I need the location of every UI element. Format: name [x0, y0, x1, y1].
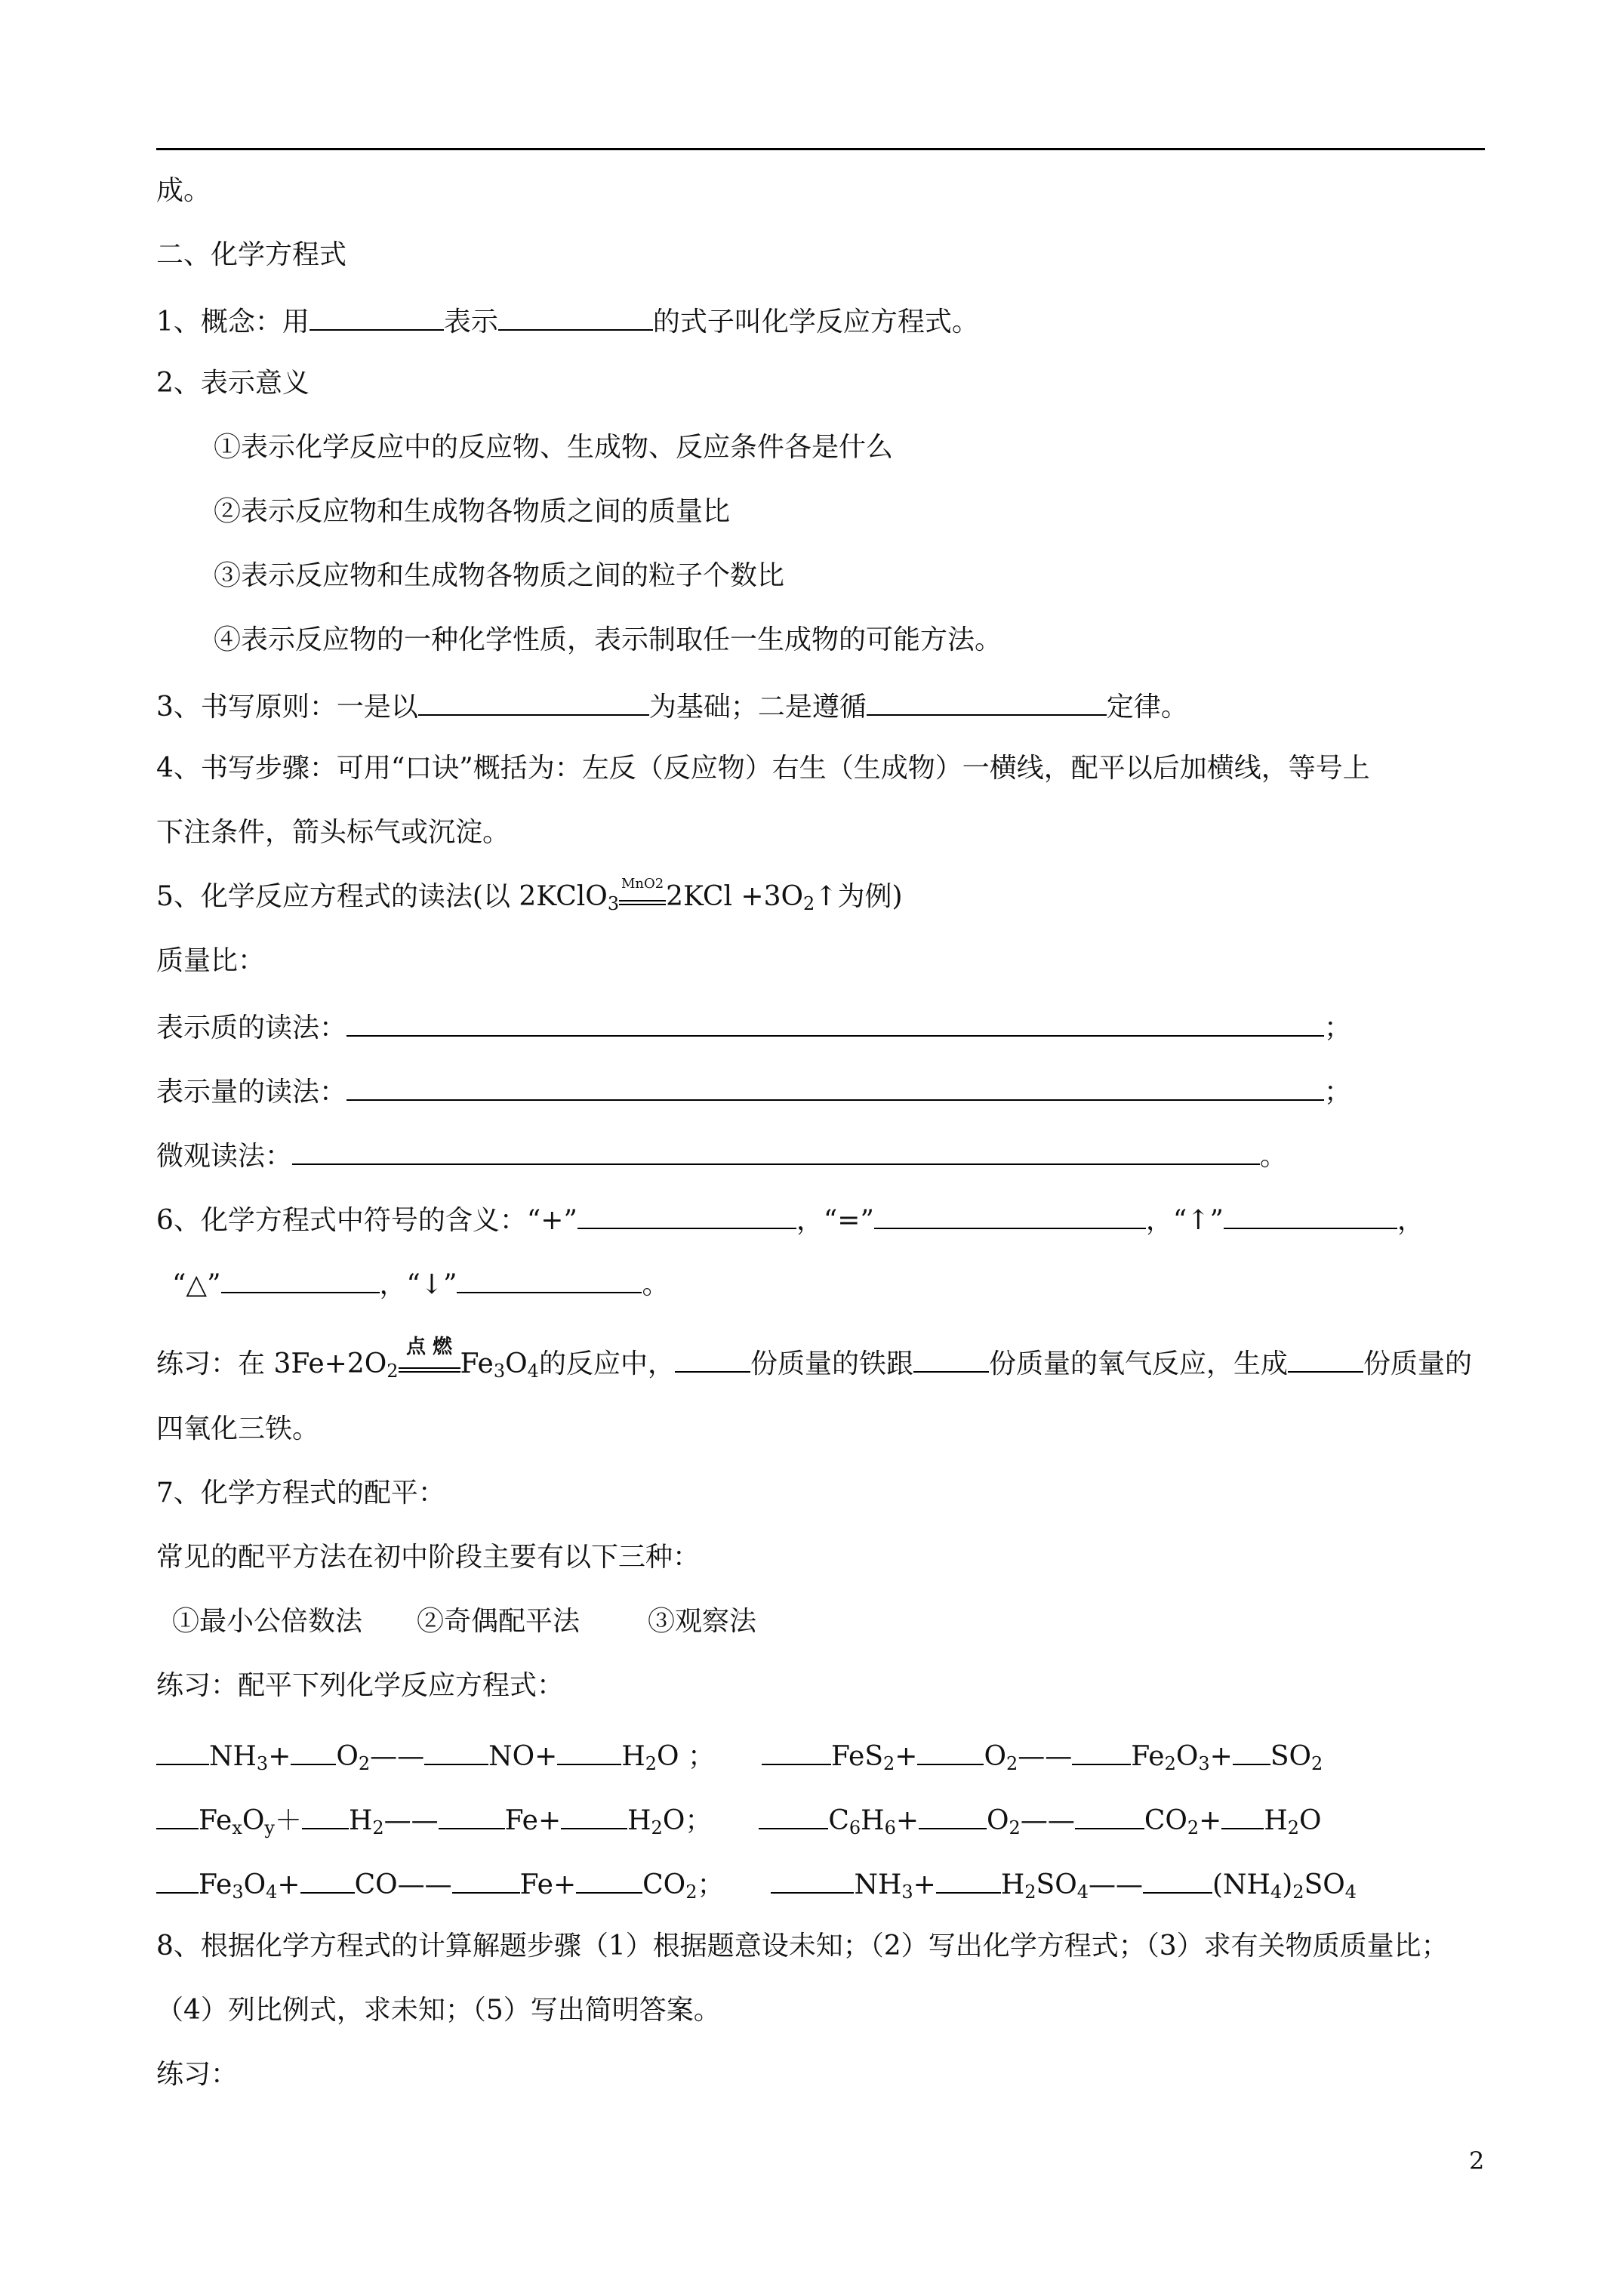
coefficient-blank[interactable] [424, 1735, 488, 1765]
answer-blank[interactable] [675, 1342, 750, 1373]
fill-line: 表示质的读法： ； [156, 1006, 1351, 1047]
practice-line: 练习：在 $3Fe+2O_2$ 点 燃 $Fe_3O_4$的反应中， 份质量的铁跟 份质量的氧气反应，生成 份质量的 [156, 1336, 1472, 1382]
coefficient-blank[interactable] [452, 1863, 520, 1894]
method-item: ③观察法 [648, 1606, 757, 1637]
answer-blank[interactable] [1224, 1199, 1397, 1229]
reaction-condition: MnO2 [619, 880, 666, 905]
answer-blank[interactable] [346, 1006, 1324, 1037]
principle-line: 3、书写原则：一是以 为基础；二是遵循 定律。 [156, 686, 1188, 726]
text-line: 7、化学方程式的配平： [156, 1478, 445, 1509]
text-line: 4、书写步骤：可用“口诀”概括为：左反（反应物）右生（生成物）一横线，配平以后加横线，等号上 [156, 753, 1370, 784]
fill-line: 微观读法： 。 [156, 1135, 1287, 1176]
text-line: 四氧化三铁。 [156, 1413, 320, 1444]
coefficient-blank[interactable] [291, 1735, 336, 1765]
reaction-condition: 点 燃 [399, 1348, 460, 1373]
equation-line: $NH_3+$ $O_2——$ $NO+ H_2O$ ； $FeS_2+ O_2——Fe_2O_3+ SO_2$ [156, 1735, 1323, 1783]
coefficient-blank[interactable] [1075, 1799, 1144, 1829]
text-line: 常见的配平方法在初中阶段主要有以下三种： [156, 1542, 701, 1573]
equation-line: $Fe_xO_y+H_2——$ $Fe+ H_2O$； $C_6H_6+$ $O_2——$ $CO_2+ H_2O$ [156, 1799, 1322, 1847]
coefficient-blank[interactable] [936, 1863, 1001, 1894]
header-rule [156, 148, 1485, 150]
method-item: ②奇偶配平法 [417, 1606, 581, 1637]
answer-blank[interactable] [1288, 1342, 1363, 1373]
text-line: 质量比： [156, 945, 266, 976]
answer-blank[interactable] [498, 300, 653, 331]
text-line: 2、表示意义 [156, 368, 310, 399]
text-line: 8、根据化学方程式的计算解题步骤（1）根据题意设未知；（2）写出化学方程式；（3）求有关物质质量比； [156, 1931, 1449, 1962]
list-item: ②表示反应物和生成物各物质之间的质量比 [214, 496, 731, 527]
answer-blank[interactable] [310, 300, 444, 331]
answer-blank[interactable] [418, 686, 649, 716]
coefficient-blank[interactable] [917, 1735, 984, 1765]
coefficient-blank[interactable] [576, 1863, 642, 1894]
text-line: 练习：配平下列化学反应方程式： [156, 1670, 565, 1701]
coefficient-blank[interactable] [1072, 1735, 1131, 1765]
coefficient-blank[interactable] [156, 1735, 209, 1765]
answer-blank[interactable] [221, 1263, 380, 1293]
answer-blank[interactable] [346, 1071, 1324, 1101]
coefficient-blank[interactable] [302, 1799, 349, 1829]
reading-example-line: 5、化学反应方程式的读法(以 2KClO$_3$ MnO2 $2KCl +3O_2↑$为例) [156, 876, 903, 914]
coefficient-blank[interactable] [759, 1799, 828, 1829]
list-item: ④表示反应物的一种化学性质，表示制取任一生成物的可能方法。 [214, 624, 1002, 655]
fill-line: 表示量的读法： ； [156, 1071, 1351, 1111]
page-number: 2 [1469, 2147, 1485, 2175]
coefficient-blank[interactable] [1221, 1799, 1264, 1829]
answer-blank[interactable] [577, 1199, 796, 1229]
coefficient-blank[interactable] [771, 1863, 854, 1894]
answer-blank[interactable] [292, 1135, 1260, 1165]
coefficient-blank[interactable] [919, 1799, 987, 1829]
concept-line: 1、概念：用 表示 的式子叫化学反应方程式。 [156, 300, 979, 341]
coefficient-blank[interactable] [156, 1863, 199, 1894]
text-line: 下注条件，箭头标气或沉淀。 [156, 817, 510, 848]
symbol-meaning-line: “△” ，“↓” 。 [172, 1263, 670, 1304]
method-list [172, 1603, 756, 1641]
answer-blank[interactable] [867, 686, 1107, 716]
coefficient-blank[interactable] [1143, 1863, 1212, 1894]
coefficient-blank[interactable] [439, 1799, 505, 1829]
coefficient-blank[interactable] [762, 1735, 831, 1765]
coefficient-blank[interactable] [300, 1863, 355, 1894]
equation-line: $Fe_3O_4+$ CO—— $Fe+ CO_2$； $NH_3+$ $H_2SO_4——$ $(NH_4)_2SO_4$ [156, 1863, 1357, 1911]
text-line: （4）列比例式，求未知；（5）写出简明答案。 [156, 1995, 721, 2026]
symbol-meaning-line: 6、化学方程式中符号的含义：“+” ，“=” ，“↑” ， [156, 1199, 1424, 1240]
coefficient-blank[interactable] [1233, 1735, 1270, 1765]
answer-blank[interactable] [457, 1263, 642, 1293]
coefficient-blank[interactable] [561, 1799, 627, 1829]
method-item: ①最小公倍数法 [172, 1606, 363, 1637]
text-line: 成。 [156, 175, 211, 206]
answer-blank[interactable] [913, 1342, 989, 1373]
coefficient-blank[interactable] [156, 1799, 199, 1829]
answer-blank[interactable] [874, 1199, 1146, 1229]
list-item: ③表示反应物和生成物各物质之间的粒子个数比 [214, 560, 785, 591]
section-heading: 二、化学方程式 [156, 239, 347, 270]
coefficient-blank[interactable] [557, 1735, 621, 1765]
list-item: ①表示化学反应中的反应物、生成物、反应条件各是什么 [214, 432, 894, 463]
text-line: 练习： [156, 2059, 239, 2090]
